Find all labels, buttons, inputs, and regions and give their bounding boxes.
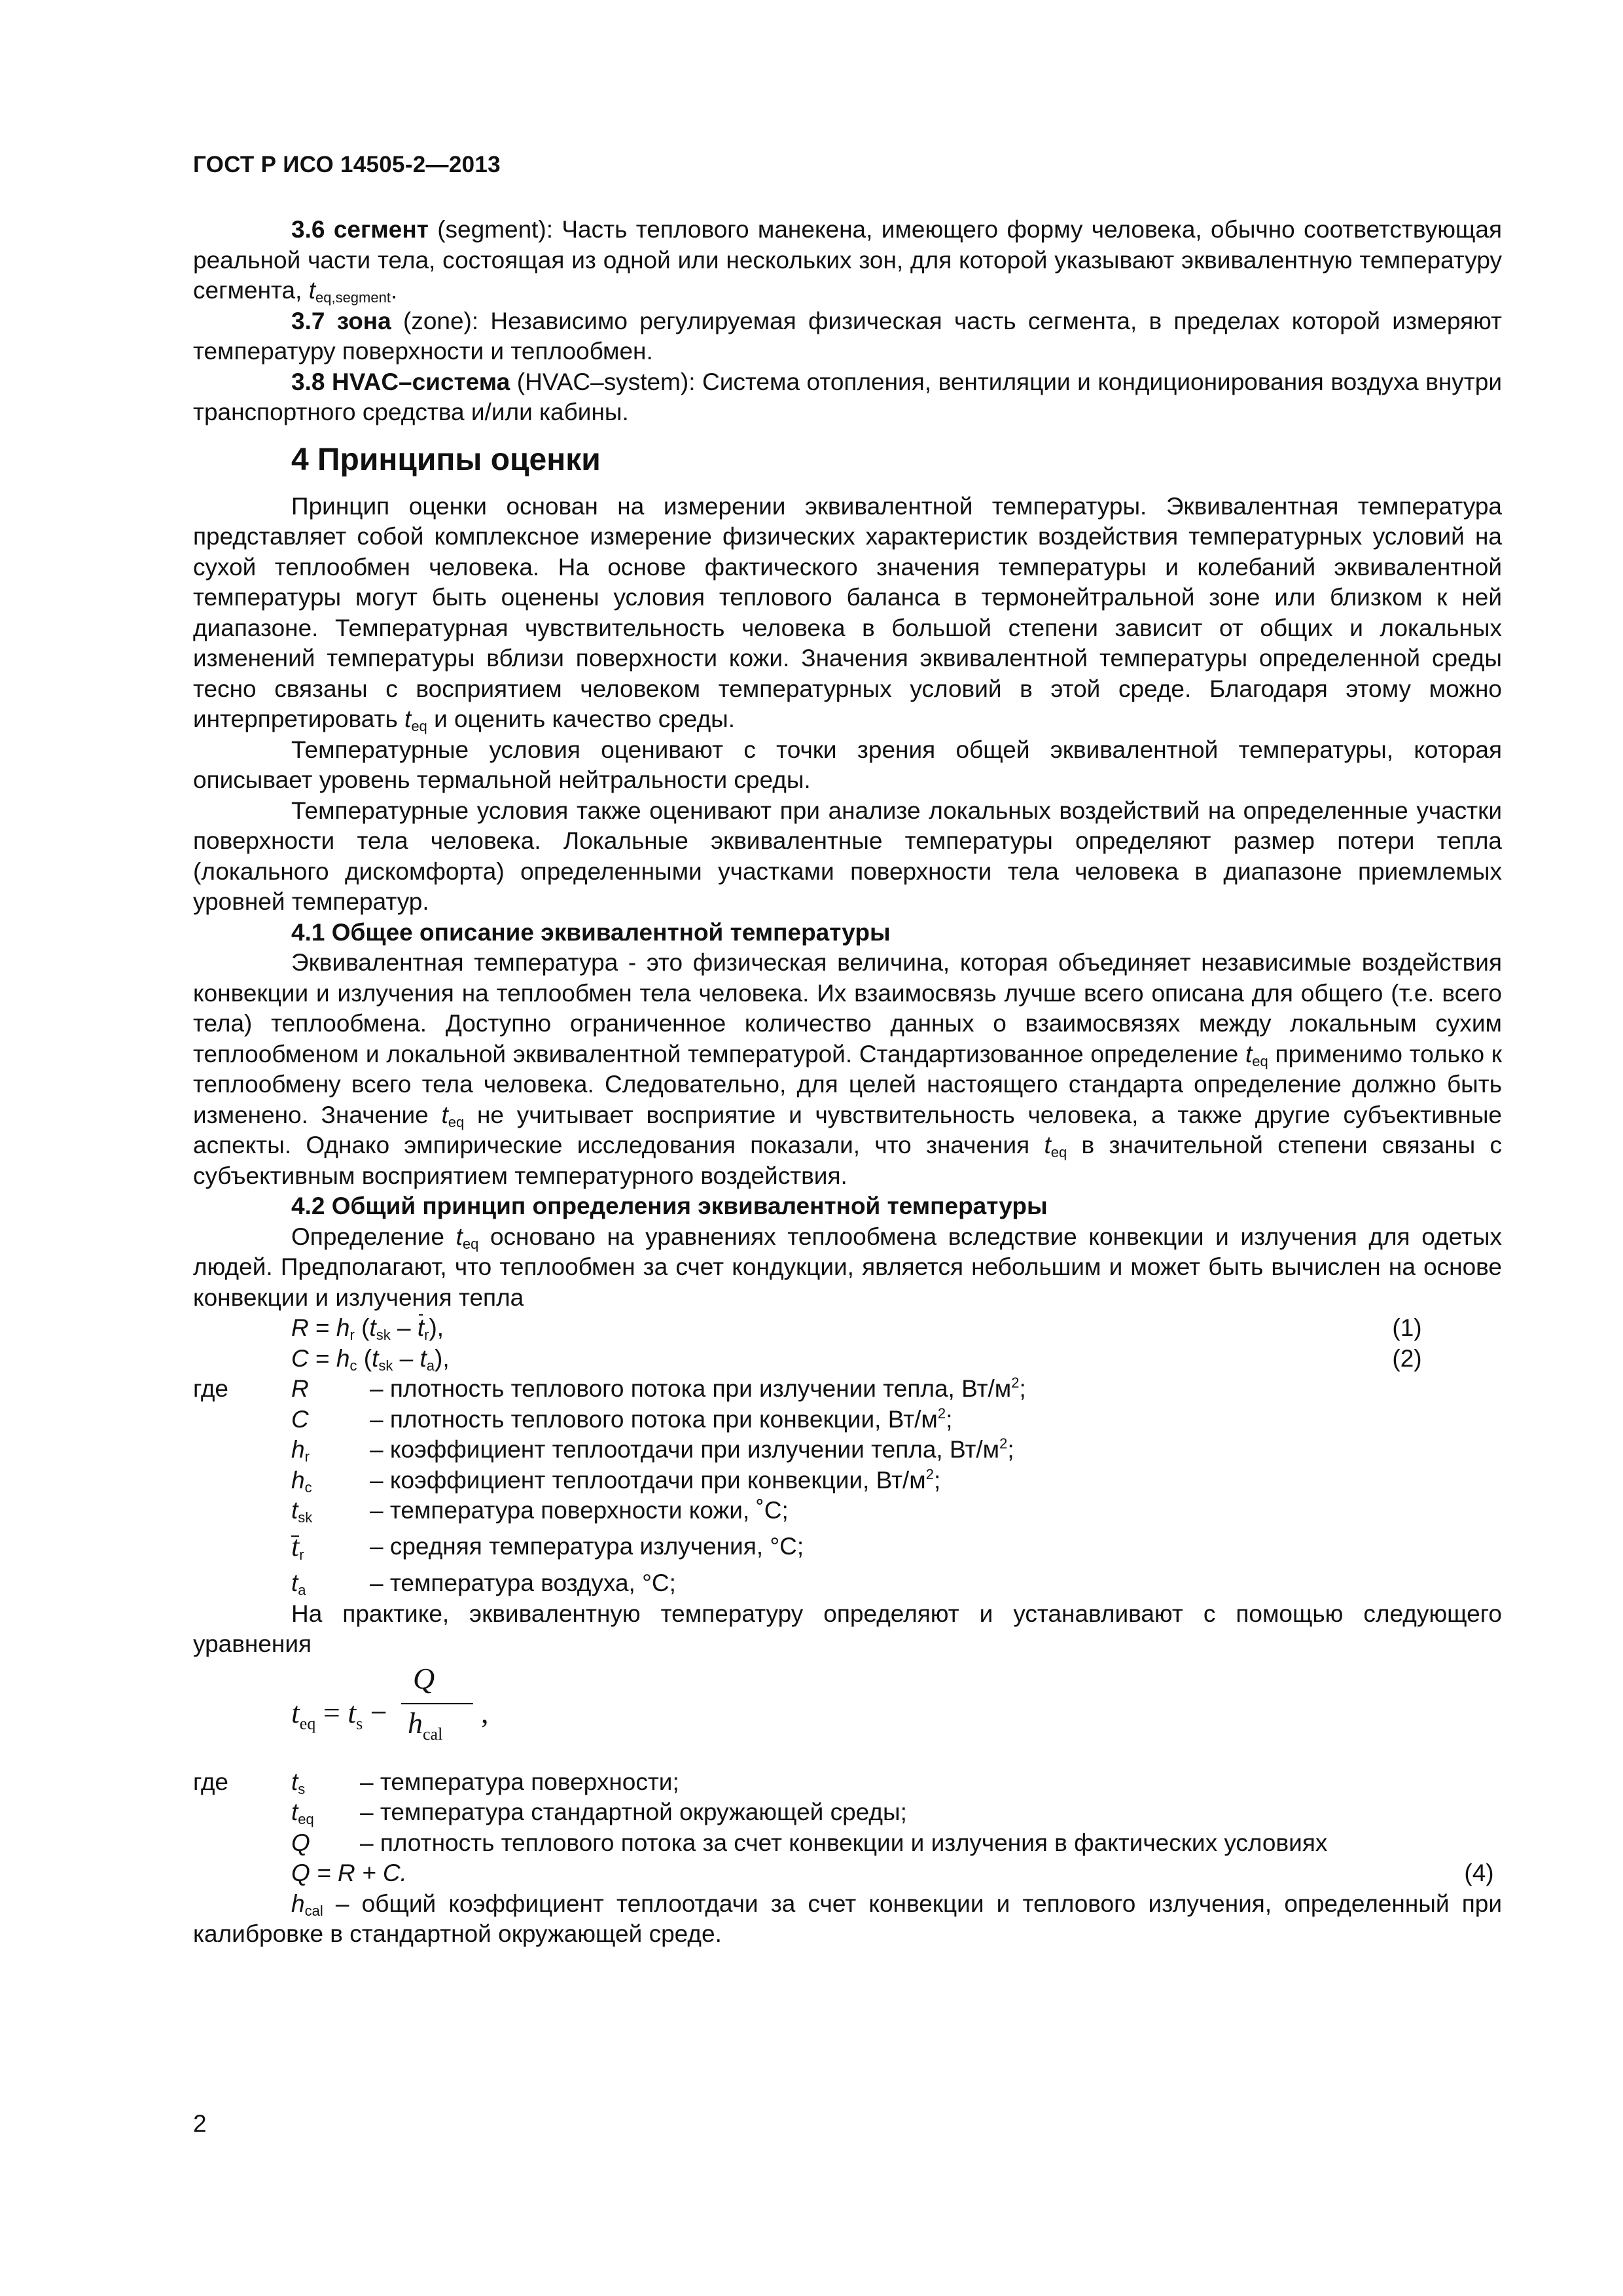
symbol: $t_{eq}$ xyxy=(291,1799,314,1827)
symbol: C xyxy=(291,1405,309,1433)
where-label: где xyxy=(193,1768,229,1795)
where-row xyxy=(193,1532,1502,1564)
paragraph xyxy=(193,948,1502,1191)
fraction-bar xyxy=(401,1703,473,1704)
symbol: $t_a$ xyxy=(291,1570,306,1598)
definition-text: (zone): Независимо регулируемая физическая часть сегмента, в пределах которой измеряют температуру поверхности и теплообмен. xyxy=(193,307,1502,365)
punctuation: . xyxy=(390,277,398,304)
subsection-4-1-title: 4.1 Общее описание эквивалентной температуры xyxy=(291,918,891,946)
symbol-description: – коэффициент теплоотдачи при излучении тепла, $Вт/м^2$; xyxy=(370,1435,1014,1463)
page-number: 2 xyxy=(193,2110,207,2137)
where-row xyxy=(193,1496,1502,1526)
document-page xyxy=(193,0,1502,2296)
where-row xyxy=(193,1374,1502,1405)
symbol-t: t xyxy=(441,1101,448,1128)
definition-3-6 xyxy=(193,215,1502,306)
symbol: $h_r$ xyxy=(291,1436,310,1465)
where-row xyxy=(193,1828,1502,1859)
definition-term: зона xyxy=(336,307,391,334)
symbol-description: – коэффициент теплоотдачи при конвекции, $Вт/м^2$; xyxy=(370,1465,941,1494)
symbol-description: – температура поверхности; xyxy=(360,1768,679,1795)
subsection-4-2-title: 4.2 Общий принцип определения эквивалентной температуры xyxy=(291,1193,1048,1219)
equation-number: (1) xyxy=(1392,1314,1422,1341)
equation-body: Q = R + C. xyxy=(291,1859,407,1886)
subscript: eq xyxy=(1050,1144,1067,1160)
definition-term: HVAC–система xyxy=(331,368,510,395)
definition-3-8 xyxy=(193,367,1502,428)
equation-1 xyxy=(193,1313,1502,1344)
where-row xyxy=(193,1568,1502,1599)
punctuation: , xyxy=(481,1695,489,1729)
paragraph: Температурные условия оценивают с точки зрения общей эквивалентной температуры, которая описывает уровень термальной нейтральности среды. xyxy=(193,736,1502,793)
definition-number: 3.8 xyxy=(291,368,325,395)
subscript: eq xyxy=(448,1113,465,1130)
equation-body: $C = h_c$ $(t_{sk} - t_a)$, xyxy=(291,1344,450,1374)
where-row xyxy=(193,1797,1502,1828)
text-run: применимо только к теплообмену всего тела человека. Следовательно, для целей настоящего стандарта определение должно быть изменено. Значение xyxy=(193,1040,1502,1128)
text-run: основано на уравнениях теплообмена вследствие конвекции и излучения для одетых людей. Предполагают, что теплообмен за счет кондукции, является небольшим и может быть вычислен на основе конвекции и излучения тепла xyxy=(193,1223,1502,1311)
symbol-description: – температура поверхности кожи, ˚С; xyxy=(370,1497,789,1524)
equation-number: (4) xyxy=(1464,1859,1494,1886)
definition-text: (segment): Часть теплового манекена, имеющего форму человека, обычно соответствующая реальной части тела, состоящая из одной или нескольких зон, для которой указывают эквивалентную температуру сегмента, xyxy=(193,216,1503,304)
definition-text: (HVAC–system): Система отопления, вентиляции и кондиционирования воздуха внутри транспортного средства и/или кабины. xyxy=(193,368,1502,425)
document-body xyxy=(193,215,1502,1950)
document-header: ГОСТ Р ИСО 14505-2—2013 xyxy=(193,152,501,177)
subscript: eq xyxy=(1252,1052,1268,1069)
text-run: Эквивалентная температура - это физическая величина, которая объединяет независимые воздействия конвекции и излучения на теплообмен тела человека. Их взаимосвязь лучше всего описана для общего (т.е. всего тела) теплообмена. Доступно ограниченное количество данных о взаимосвязях между локальным сухим теплообменом и локальной эквивалентной температурой. Стандартизованное определение xyxy=(193,949,1502,1067)
paragraph xyxy=(193,1889,1502,1950)
equation-4 xyxy=(193,1858,1502,1889)
where-label: где xyxy=(193,1375,229,1402)
symbol: Q xyxy=(291,1829,310,1856)
equation-body: $R = h_r$ $(t_{sk} - t_r)$, xyxy=(291,1314,444,1343)
symbol: $t_{sk}$ xyxy=(291,1497,313,1526)
definition-number: 3.6 xyxy=(291,216,325,243)
text-run: Принцип оценки основан на измерении эквивалентной температуры. Эквивалентная температура представляет собой комплексное измерение физических характеристик воздействия температурных условий на сухой теплообмен человека. На основе фактического значения температуры и колебаний эквивалентной температуры могут быть оценены условия теплового баланса в термонейтральной зоне или близком к ней диапазоне. Температурная чувствительность человека в большой степени зависит от общих и локальных изменений температуры вблизи поверхности кожи. Значения эквивалентной температуры определенной среды тесно связаны с восприятием человеком температурных условий в этой среде. Благодаря этому можно интерпретировать xyxy=(193,492,1502,732)
paragraph: Температурные условия также оценивают при анализе локальных воздействий на определенные участки поверхности тела человека. Локальные эквивалентные температуры определяют размер потери тепла (локального дискомфорта) определенными участками поверхности тела человека в диапазоне приемлемых уровней температур. xyxy=(193,797,1502,915)
subscript: eq xyxy=(411,718,427,734)
definition-number: 3.7 xyxy=(291,307,325,334)
symbol-t: t xyxy=(308,277,315,304)
text-run: и оценить качество среды. xyxy=(427,706,736,732)
symbol-t: t xyxy=(455,1223,463,1250)
symbol-description: – плотность теплового потока при конвекции, $Вт/м^2$; xyxy=(370,1405,953,1433)
where-row xyxy=(193,1405,1502,1435)
equation-lhs: $t_{eq} = t_s$ − xyxy=(291,1695,387,1733)
symbol-t: t xyxy=(1044,1132,1051,1158)
symbol-t: t xyxy=(1245,1040,1253,1067)
symbol-h: h xyxy=(291,1890,305,1917)
equation-number: (2) xyxy=(1392,1344,1422,1372)
symbol: $t_s$ xyxy=(291,1768,306,1797)
equation-3 xyxy=(291,1661,1502,1762)
symbol-description: – температура стандартной окружающей среды; xyxy=(360,1799,907,1825)
text-run: Определение xyxy=(291,1223,456,1250)
symbol: $t_r$ xyxy=(291,1530,304,1563)
paragraph: На практике, эквивалентную температуру определяют и устанавливают с помощью следующего уравнения xyxy=(193,1600,1502,1657)
text-run: – общий коэффициент теплоотдачи за счет конвекции и теплового излучения, определенный при калибровке в стандартной окружающей среде. xyxy=(193,1890,1502,1947)
symbol-t: t xyxy=(404,706,412,732)
symbol-description: – плотность теплового потока за счет конвекции и излучения в фактических условиях xyxy=(360,1829,1328,1856)
definition-term: сегмент xyxy=(333,216,429,243)
where-row xyxy=(193,1435,1502,1465)
where-row xyxy=(193,1767,1502,1798)
equation-2 xyxy=(193,1344,1502,1374)
symbol-description: – температура воздуха, °С; xyxy=(370,1570,676,1596)
fraction-numerator: Q xyxy=(413,1661,435,1695)
symbol: $h_c$ xyxy=(291,1466,312,1496)
where-row xyxy=(193,1465,1502,1496)
subscript: cal xyxy=(304,1902,323,1919)
symbol-description: – плотность теплового потока при излучении тепла, $Вт/м^2$; xyxy=(370,1374,1026,1402)
paragraph xyxy=(193,492,1502,735)
symbol: R xyxy=(291,1375,309,1402)
symbol-description: – средняя температура излучения, °С; xyxy=(370,1532,804,1560)
text-run: не учитывает восприятие и чувствительность человека, а также другие субъективные аспекты. Однако эмпирические исследования показали, что значения xyxy=(193,1101,1502,1158)
paragraph xyxy=(193,1222,1502,1314)
text-run: в значительной степени связаны с субъективным восприятием температурного воздействия. xyxy=(193,1132,1502,1189)
definition-3-7 xyxy=(193,306,1502,367)
fraction-denominator: $h_{cal}$ xyxy=(408,1706,443,1744)
subscript: eq xyxy=(462,1235,479,1252)
section-4-title: 4 Принципы оценки xyxy=(291,442,601,477)
subscript: eq,segment xyxy=(315,289,391,306)
